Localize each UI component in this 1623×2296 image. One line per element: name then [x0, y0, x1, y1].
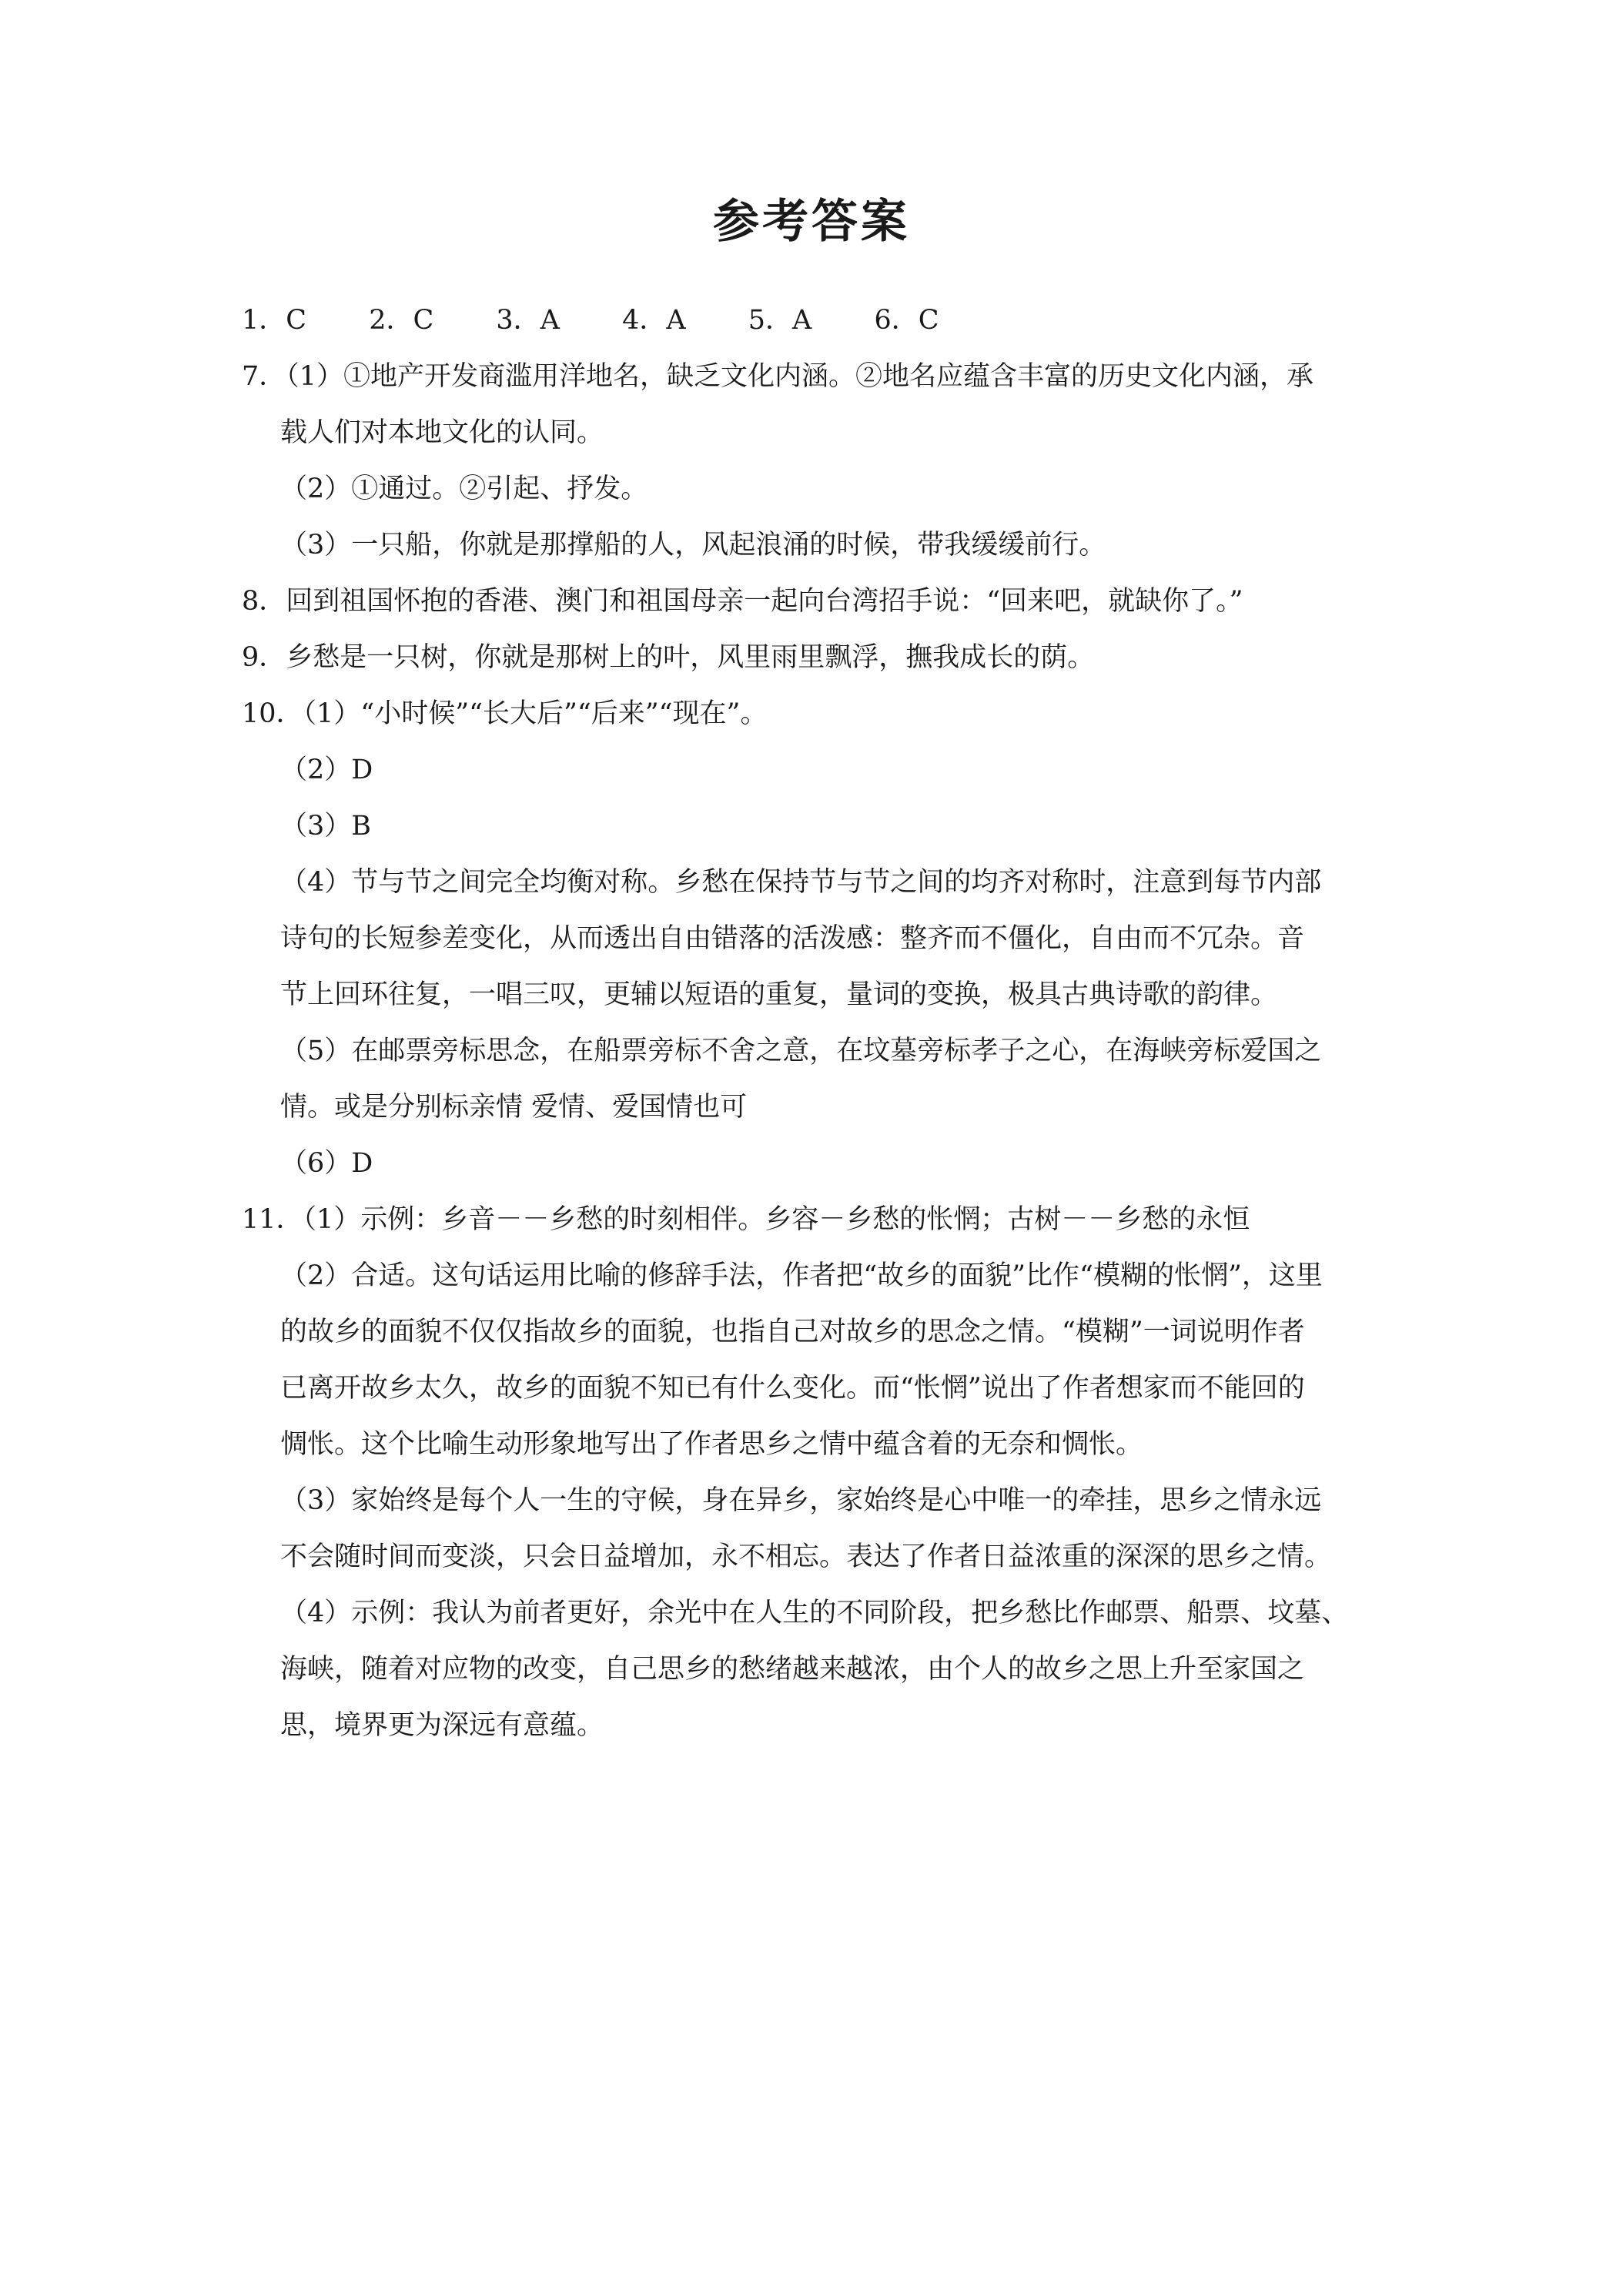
- answer-11-part-3-line-1: （3）家始终是每个人一生的守候，身在异乡，家始终是心中唯一的牵挂，思乡之情永远: [280, 1485, 1322, 1516]
- page-title: 参考答案: [713, 195, 910, 249]
- answer-10-part-4-line-3: 节上回环往复，一唱三叹，更辅以短语的重复，量词的变换，极具古典诗歌的韵律。: [280, 979, 1278, 1010]
- answer-7-line-1: 7．（1）①地产开发商滥用洋地名，缺乏文化内涵。②地名应蕴含丰富的历史文化内涵，承: [242, 361, 1314, 392]
- answer-body: [242, 293, 1397, 1754]
- answer-8: 8．回到祖国怀抱的香港、澳门和祖国母亲一起向台湾招手说：“回来吧，就缺你了。”: [242, 586, 1243, 617]
- answer-6: 6．C: [874, 305, 939, 336]
- answer-11-part-4-line-2: 海峡，随着对应物的改变，自己思乡的愁绪越来越浓，由个人的故乡之思上升至家国之: [280, 1654, 1305, 1685]
- answer-7-line-2: 载人们对本地文化的认同。: [280, 417, 604, 448]
- answer-3: 3．A: [496, 305, 560, 336]
- answer-11-part-2-line-1: （2）合适。这句话运用比喻的修辞手法，作者把“故乡的面貌”比作“模糊的怅惘”，这里: [280, 1260, 1323, 1291]
- answer-10-part-5-line-2: 情。或是分别标亲情 爱情、爱国情也可: [280, 1092, 748, 1123]
- answer-10-part-5-line-1: （5）在邮票旁标思念，在船票旁标不舍之意，在坟墓旁标孝子之心，在海峡旁标爱国之: [280, 1036, 1322, 1066]
- answer-10-part-2: （2）D: [280, 755, 373, 785]
- answer-10-part-1: 10．（1）“小时候”“长大后”“后来”“现在”。: [242, 698, 768, 729]
- answer-10-part-4-line-2: 诗句的长短参差变化，从而透出自由错落的活泼感：整齐而不僵化，自由而不冗杂。音: [280, 923, 1305, 954]
- answer-2: 2．C: [369, 305, 434, 336]
- answer-11-part-4-line-3: 思，境界更为深远有意蕴。: [280, 1710, 604, 1741]
- answer-7-part-2: （2）①通过。②引起、抒发。: [280, 474, 648, 504]
- answer-10-part-3: （3）B: [280, 811, 371, 842]
- answer-4: 4．A: [622, 305, 686, 336]
- answer-7-part-3: （3）一只船，你就是那撑船的人，风起浪涌的时候，带我缓缓前行。: [280, 530, 1106, 561]
- answer-11-part-2-line-4: 惆怅。这个比喻生动形象地写出了作者思乡之情中蕴含着的无奈和惆怅。: [280, 1429, 1143, 1460]
- answer-10-part-6: （6）D: [280, 1148, 373, 1179]
- multiple-choice-answers: [242, 293, 1397, 349]
- answer-1: 1．C: [242, 305, 307, 336]
- answer-11-part-4-line-1: （4）示例：我认为前者更好，余光中在人生的不同阶段，把乡愁比作邮票、船票、坟墓、: [280, 1598, 1349, 1628]
- answer-11-part-1: 11．（1）示例：乡音－－乡愁的时刻相伴。乡容－乡愁的怅惘；古树－－乡愁的永恒: [242, 1204, 1250, 1235]
- answer-10-part-4-line-1: （4）节与节之间完全均衡对称。乡愁在保持节与节之间的均齐对称时，注意到每节内部: [280, 867, 1322, 898]
- answer-11-part-2-line-3: 已离开故乡太久，故乡的面貌不知已有什么变化。而“怅惘”说出了作者想家而不能回的: [280, 1373, 1305, 1404]
- answer-11-part-2-line-2: 的故乡的面貌不仅仅指故乡的面貌，也指自己对故乡的思念之情。“模糊”一词说明作者: [280, 1317, 1305, 1347]
- answer-11-part-3-line-2: 不会随时间而变淡，只会日益增加，永不相忘。表达了作者日益浓重的深深的思乡之情。: [280, 1541, 1332, 1572]
- answer-5: 5．A: [748, 305, 812, 336]
- answer-9: 9．乡愁是一只树，你就是那树上的叶，风里雨里飘浮，撫我成长的荫。: [242, 642, 1095, 673]
